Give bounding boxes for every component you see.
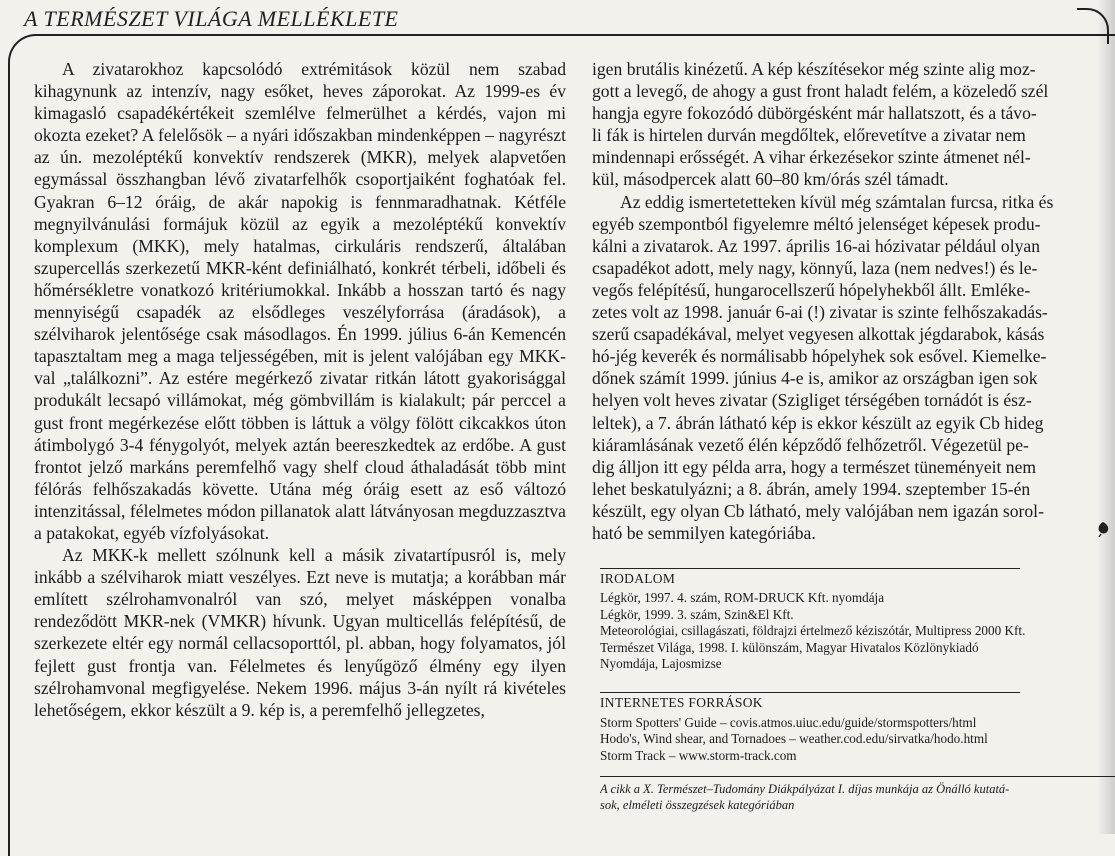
paragraph: A zivatarokhoz kapcsolódó extrémitások közül nem szabad kihagynunk az intenzív, nagy esőket, heves záporokat. Az 1999-es év kimagasló csapadékértékeit szemlélve felmerülhet a kérdés, vajon mi okozta ezeket? A felelősök – a nyári időszakban mindenképpen – nagyrészt az ún. mezoléptékű konvektív rendszerek (MKR), melyek alapvetően egymással összhangban lévő zivatarfelhők csoportjaiként foghatóak fel. Gyakran 6–12 óráig, de akár napokig is fennmaradhatnak. Kétféle megnyilvánulási formájuk közül az egyik a mezoléptékű konvektív komplexum (MKK), mely hatalmas, cirkuláris rendszerű, általában szupercellás szerkezetű MKR-ként definiálható, konkrét térbeli, időbeli és hőmérsékletre vonatkozó kritériumokkal. Inkább a hosszan tartó és nagy mennyiségű csapadék az elsődleges veszélyforrása (áradások), a szélviharok jelentősége csak másodlagos. Én 1999. július 6-án Kemencén tapasztaltam meg a maga teljességében, mit is jelent valójában egy MKK-val „találkozni”. Az estére megérkező zivatar ritkán látott gyakorisággal produkált lecsapó villámokat, még gömbvillám is kialakult; pár perccel a gust front megérkezése előtt többen is láttuk a völgy fölött cikcakkos úton átimbolygó 3-4 fénygolyót, melyek aztán beereszkedtek az erdőbe. A gust frontot jelző markáns peremfelhő vagy shelf cloud áthaladását több mint félórás felhőszakadás követte. Utána még óráig esett az eső változó intenzitással, félelmetes módon pillanatok alatt látványosan megduzzasztva a patakokat, egyéb vízfolyásokat.	[34, 59, 566, 543]
footnote	[600, 776, 1115, 813]
running-header: A TERMÉSZET VILÁGA MELLÉKLETE	[24, 6, 399, 31]
text-line: vegős felépítésű, hungarocellszerű hópelyhekből állt. Emléke-	[592, 279, 1031, 300]
references-title: IRODALOM	[600, 568, 1020, 587]
footnote-line: sok, elméleti összegzések kategóriában	[600, 798, 795, 812]
text-line: kálni a zivatarok. Az 1997. április 16-ai hózivatar például olyan	[592, 235, 1041, 256]
text-line: dőnek számít 1999. június 4-e is, amikor az országban igen sok	[592, 368, 1038, 389]
references-section	[600, 568, 1115, 764]
text-line: dig álljon itt egy példa arra, hogy a természet tüneményeit nem	[592, 456, 1037, 477]
reference-item: Légkör, 1997. 4. szám, ROM-DRUCK Kft. nyomdája	[600, 590, 885, 606]
text-line: egyéb szempontból figyelemre méltó jelenséget képesek produ-	[592, 213, 1041, 234]
right-column	[592, 58, 1115, 544]
text-line: hó-jég keverék és normálisabb hópelyhek sok esővel. Kiemelke-	[592, 346, 1047, 367]
internet-source-item: Storm Track – www.storm-track.com	[600, 747, 797, 763]
reference-item: Nyomdája, Lajosmizse	[600, 656, 722, 672]
text-line: lehet beskatulyázni; a 8. ábrán, amely 1994. szeptember 15-én	[592, 478, 1031, 499]
reference-item: Természet Világa, 1998. I. különszám, Magyar Hivatalos Közlönykiadó	[600, 639, 979, 655]
text-line: kiáramlásának vezető élén képződő felhőzetről. Végezetül pe-	[592, 434, 1029, 455]
internet-sources-title: INTERNETES FORRÁSOK	[600, 692, 1020, 711]
left-column	[34, 58, 566, 721]
text-line: igen brutális kinézetű. A kép készítésekor még szinte alig moz-	[592, 59, 1036, 79]
text-line: hangja egyre fokozódó dübörgésként már hallatszott, és a távo-	[592, 103, 1037, 124]
internet-source-item: Hodo's, Wind shear, and Tornadoes – weather.cod.edu/sirvatka/hodo.html	[600, 731, 988, 747]
text-line: kül, másodpercek alatt 60–80 km/órás szél támadt.	[592, 169, 949, 190]
reference-item: Meteorológiai, csillagászati, földrajzi értelmező kéziszótár, Multipress 2000 Kft.	[600, 623, 1026, 639]
internet-source-item: Storm Spotters' Guide – covis.atmos.uiuc.edu/guide/stormspotters/html	[600, 714, 977, 730]
text-line: li fák is hirtelen durván megdőltek, előrevetítve a zivatar nem	[592, 125, 1026, 146]
reference-item: Légkör, 1999. 3. szám, Szin&El Kft.	[600, 606, 794, 622]
text-line: készült, egy olyan Cb látható, mely valójában nem igazán sorol-	[592, 500, 1044, 521]
page-spine-shadow	[1097, 0, 1115, 834]
text-line: ható be semmilyen kategóriába.	[592, 522, 816, 543]
text-line: mindennapi erősségét. A vihar érkezésekor szinte átmenet nél-	[592, 147, 1031, 168]
text-line: szerű csapadékával, melyet vegyesen alkottak jégdarabok, kásás	[592, 324, 1045, 345]
footnote-line: A cikk a X. Természet–Tudomány Diákpályázat I. díjas munkája az Önálló kutatá-	[600, 782, 1010, 796]
text-line: zetes volt az 1998. január 6-ai (!) zivatar is szinte felhőszakadás-	[592, 302, 1048, 323]
paragraph: Az MKK-k mellett szólnunk kell a másik zivatartípusról is, mely inkább a szélviharok miatt veszélyes. Ezt neve is mutatja; a korábban már említett szélrohamvonalról van szó, melyet másképpen vonalba rendeződött MKR-nek (VMKR) hívunk. Ugyan multicellás felépítésű, de szerkezete eltér egy normál cellacsoporttól, pl. abban, hogy folyamatos, jól fejlett gust frontja van. Félelmetes és lenyűgöző élmény egy ilyen szélrohamvonal megfigyelése. Nekem 1996. május 3-án nyílt rá kivételes lehetőségem, ekkor készült a 9. kép is, a peremfelhő jellegzetes,	[34, 545, 566, 720]
text-line: helyen volt heves zivatar (Szigliget térségében tornádót is ész-	[592, 390, 1032, 411]
text-line: csapadékot adott, mely nagy, könnyű, laza (nem nedves!) és le-	[592, 257, 1038, 278]
text-line: Az eddig ismertetetteken kívül még számtalan furcsa, ritka és	[620, 191, 1054, 212]
text-line: gott a levegő, de ahogy a gust front haladt felém, a közeledő szél	[592, 81, 1049, 102]
text-line: leltek), a 7. ábrán látható kép is ekkor készült az egyik Cb hideg	[592, 412, 1044, 433]
